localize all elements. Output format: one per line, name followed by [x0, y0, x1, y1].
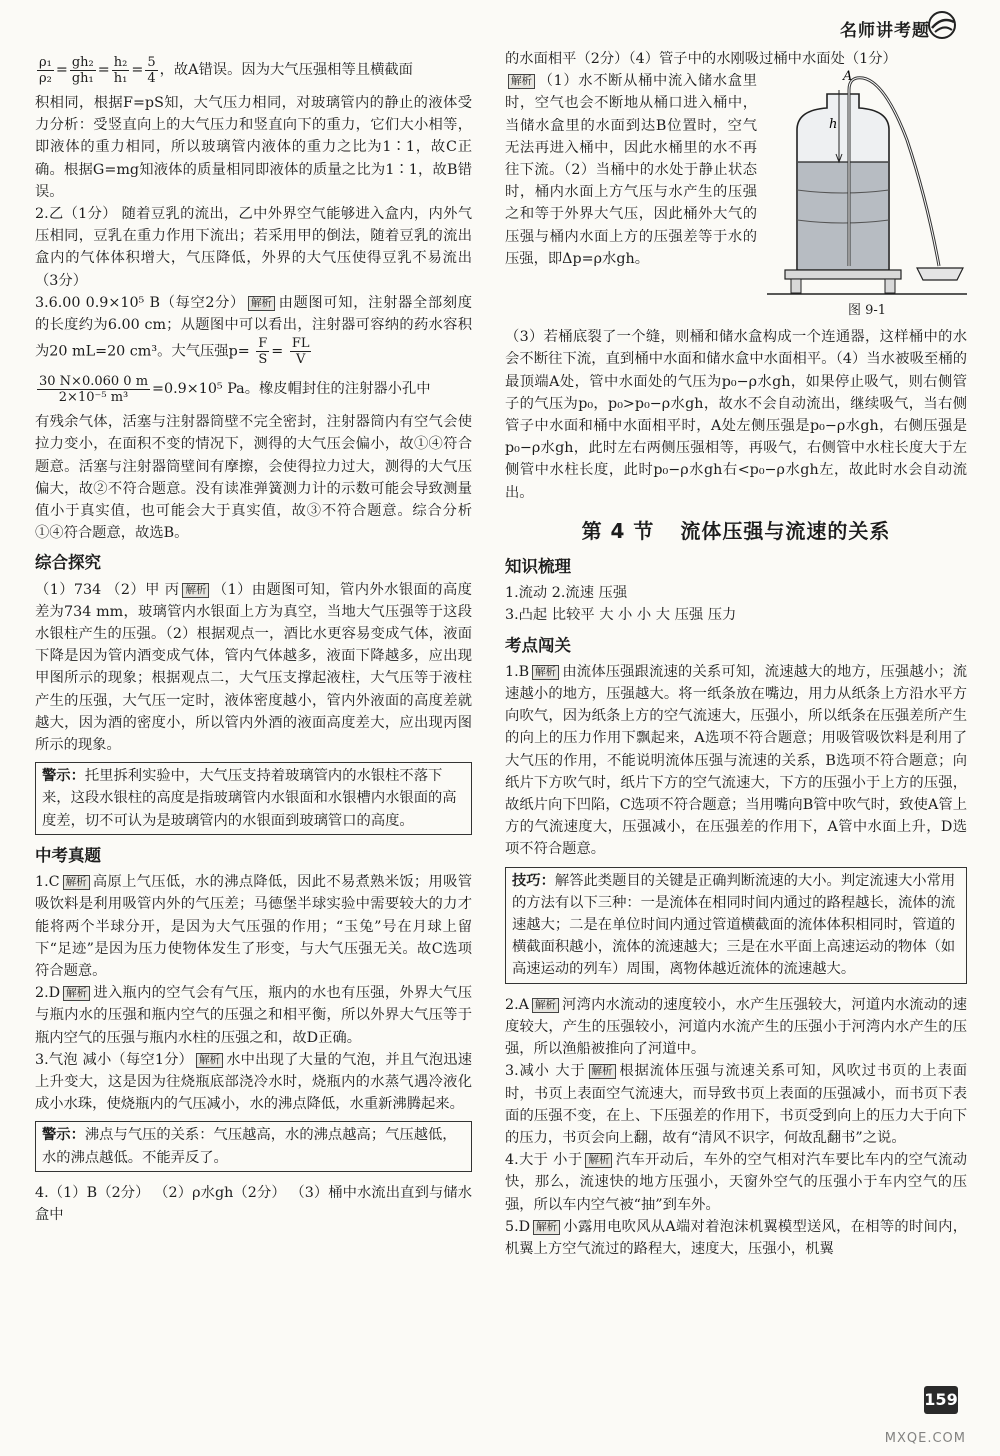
analysis-tag: 解析 — [63, 875, 90, 890]
answer-paragraph: 积相同，根据F=pS知，大气压力相同，对玻璃管内的静止的液体受力分析：受竖直向上的大气压力和竖直向下的重力，它们大小相等，即液体的重力相同，所以玻璃管内液体的重力之比为1∶1，故C正确。根据G=mg知液体的质量相同即液体的质量之比为1∶1，故B错误。 — [35, 95, 472, 200]
tip-box: 技巧：解答此类题目的关键是正确判断流速的大小。判定流速大小常用的方法有以下三种：一是流体在相同时间内通过的路程越长，流体的流速越大；二是在单位时间内通过管道横截面的流体体积相同时，管道的横截面积越小，流体的流速越大；三是在水平面上高速运动的物体（如高速运动的列车）周围，离物体越近流体的流速越大。 — [505, 867, 967, 984]
answer-paragraph: （1）734 （2）甲 丙 解析 （1）由题图可知，管内外水银面的高度差为734 mm，玻璃管内水银面上方为真空，当地大气压强等于这段水银柱产生的压强。（2）根据观点一，酒比水更容易变成气体，液面下降是因为管内酒变成气体，管内气体越多，液面下降越多，应出现甲图所示的现象；根据观点二，大气压支撑起液柱，大气压等于液柱产生的压强，大气压一定时，液体密度越小，管内外液面的高度差就越大，因为酒的密度小，所以管内外酒的液面高度差大，应出现丙图所示的现象。 — [35, 581, 472, 754]
answer-paragraph: （3）若桶底裂了一个缝，则桶和储水盒构成一个连通器，这样桶中的水会不断往下流，直到桶中水面和储水盒中水面相平。（4）当水被吸至桶的最顶端A处，管中水面处的气压为p₀−ρ水gh，如果停止吸气，则右侧管子的气压为p₀，p₀>p₀−ρ水gh，故水不会自动流出，继续吸气，当右侧管子中水面和桶中水面相平时，A处左侧压强是p₀−ρ水gh，右侧压强是p₀−ρ水gh，此时左右两侧压强相等，再吸气，右侧管中水柱长度大于左侧管中水柱长度，此时p₀−ρ水gh右<p₀−ρ水gh左，故此时水会自动流出。 — [505, 329, 967, 501]
fraction: $\frac{F}{S}$ — [258, 336, 268, 368]
watermark: MXQE.COM — [884, 1431, 966, 1446]
answer-item-3: 3.气泡 减小（每空1分） 解析 水中出现了大量的气泡，并且气泡迅速上升变大，这是因为往烧瓶底部浇冷水时，烧瓶内的水蒸气遇冷液化成小水珠，使烧瓶内的气压减小，水的沸点降低，水重新沸腾起来。 — [35, 1051, 473, 1113]
section-heading: 综合探究 — [35, 553, 101, 573]
section-title: 第 4 节 流体压强与流速的关系 — [581, 518, 891, 543]
fraction: $\frac{5}{4}$ — [147, 54, 156, 86]
warning-box: 警示：托里拆利实验中，大气压支持着玻璃管内的水银柱不落下来，这段水银柱的高度是指玻璃管内水银面和水银槽内水银面的高度差，切不可认为是玻璃管内的水银面到玻璃管口的高度。 — [35, 762, 472, 835]
analysis-tag: 解析 — [533, 1220, 560, 1235]
figure-caption: 图 9-1 — [847, 303, 887, 318]
fraction: $\frac{\text{ρ₁}}{\text{ρ₂}}$ — [39, 54, 52, 86]
section-heading: 中考真题 — [35, 845, 101, 865]
answer-item-2: 2.D 解析 进入瓶内的空气会有气压，瓶内的水也有压强，外界大气压与瓶内水的压强和瓶内空气的压强之和相平衡，所以外界大气压等于瓶内空气的压强与瓶内水柱的压强之和，故D正确。 — [35, 985, 472, 1046]
right-column — [505, 48, 967, 1260]
analysis-tag: 解析 — [532, 998, 559, 1013]
analysis-tag: 解析 — [585, 1153, 612, 1168]
analysis-tag: 解析 — [248, 296, 275, 311]
label-h: h — [829, 117, 838, 133]
answer-item-4: 4.（1）B（2分） （2）ρ水gh（2分） （3）桶中水流出直到与储水盒中 — [35, 1184, 472, 1223]
answer-paragraph: 有残余气体，活塞与注射器筒壁不完全密封，注射器筒内有空气会使拉力变小，在面积不变的情况下，测得的大气压会偏小，故①④符合题意。活塞与注射器筒壁间有摩擦，会使得拉力过大，测得的大气压偏大，故②不符合题意。没有读准弹簧测力计的示数可能会导致测量值小于真实值，也可能会大于真实值，故③不符合题意。综合分析①④符合题意，故选B。 — [35, 414, 472, 542]
warning-box: 警示：沸点与气压的关系：气压越高，水的沸点越高；气压越低，水的沸点越低。不能弄反了。 — [35, 1121, 472, 1171]
answer-item-1: 1.B 解析 由流体压强跟流速的关系可知，流速越大的地方，压强越小；流速越小的地方，压强越大。将一纸条放在嘴边，用力从纸条上方沿水平方向吹气，因为纸条上方的空气流速大，压强小，所以纸条在压强差所产生的向上的压力作用下飘起来，A选项不符合题意；用吸管吸饮料是利用了大气压的作用，不能说明流体压强与流速的关系，B选项不符合题意；向纸片下方吹气时，纸片下方的空气流速大，下方的压强小于上方的压强，故纸片向下凹陷，C选项不符合题意；当用嘴向B管中吹气时，致使A管上方的气流速度大，压强减小，在压强差的作用下，A管中水面上升，D选项不符合题意。 — [505, 663, 967, 858]
water-bucket-siphon-figure — [767, 70, 967, 300]
answer-item-2: 2.乙（1分） 随着豆乳的流出，乙中外界空气能够进入盒内，内外气压相同，豆乳在重力作用下流出；若采用甲的倒法，随着豆乳的流出盒内的气体体积增大，气压降低，外界的大气压使得豆乳不易流出（3分） — [35, 206, 472, 289]
answer-paragraph: 解析 （1）水不断从桶中流入储水盒里时，空气也会不断地从桶口进入桶中，当储水盒里的水面到达B位置时，空气无法再进入桶中，因此水桶里的水不再往下流。（2）当桶中的水处于静止状态时，桶内水面上方气压与水产生的压强之和等于外界大气压，因此桶外大气的压强与桶内水面上方的压强差等于水的压强，即Δp=ρ水gh。 — [505, 73, 757, 267]
running-header: 名师讲考题 — [840, 21, 930, 41]
book-logo-icon — [926, 10, 960, 40]
answer-item-3: 3.6.00 0.9×10⁵ B（每空2分） 解析 由题图可知，注射器全部刻度的长度约为6.00 cm；从题图中可以看出，注射器可容纳的药水容积为20 mL=20 cm³。大气压强p= $\frac{F}{S}$ = $\frac{FL}{V}$ — [35, 294, 472, 368]
fraction: $\frac{\text{h₂}}{\text{h₁}}$ — [113, 54, 128, 86]
fraction: $\frac{\text{gh₂}}{\text{gh₁}}$ — [71, 54, 94, 86]
section-heading: 知识梳理 — [505, 557, 571, 577]
answer-item-3: 3.减小 大于 解析 根据流体压强与流速关系可知，风吹过书页的上表面时，书页上表面空气流速大，而导致书页上表面的压强减小，而书页下表面的压强不变，在上、下压强差的作用下，书页受到向上的压力大于向下的压力，书页会向上翻，故有“清风不识字，何故乱翻书”之说。 — [505, 1063, 968, 1146]
pressure-calc-formula: $\frac{30 N\times 0.060 0 m}{\text{2×10⁻⁵ m³}}$ =0.9×10⁵ Pa。橡皮帽封住的注射器小孔中 — [39, 373, 431, 405]
fraction: $\frac{30 N\times 0.060 0 m}{\text{2×10⁻⁵ m³}}$ — [39, 373, 149, 405]
warning-label: 警示： — [42, 768, 85, 785]
left-column — [35, 48, 472, 1226]
page-number: 159 — [924, 1386, 958, 1414]
label-a: A — [843, 70, 853, 85]
warning-label: 警示： — [42, 1127, 85, 1144]
analysis-tag: 解析 — [589, 1064, 616, 1079]
answer-item-1: 1.C 解析 高原上气压低，水的沸点降低，因此不易煮熟米饭；用吸管吸饮料是利用吸管内外的气压差；马德堡半球实验中需要较大的力才能将两个半球分开，是因为大气压强的作用；“玉兔”号在月球上留下“足迹”是因为压力使物体发生了形变，与大气压强无关。故C选项符合题意。 — [35, 874, 472, 979]
figure-9-1 — [767, 70, 967, 322]
answer-item-5: 5.D 解析 小露用电吹风从A端对着泡沫机翼模型送风，在相等的时间内，机翼上方空气流过的路程大，速度大，压强小，机翼 — [505, 1218, 967, 1257]
answer-paragraph: 的水面相平（2分）（4）管子中的水刚吸过桶中水面处（1分） — [505, 51, 897, 67]
analysis-tag: 解析 — [63, 986, 90, 1001]
answer-item: 1.流动 2.流速 压强 — [505, 585, 628, 602]
analysis-tag: 解析 — [532, 665, 559, 680]
fraction: $\frac{FL}{V}$ — [291, 336, 310, 368]
analysis-tag: 解析 — [182, 583, 209, 598]
analysis-tag: 解析 — [508, 74, 535, 89]
section-heading: 考点闯关 — [505, 635, 571, 655]
analysis-tag: 解析 — [196, 1053, 223, 1068]
answer-item-2: 2.A 解析 河湾内水流动的速度较小，水产生压强较大，河道内水流动的速度较大，产生的压强较小，河道内水流产生的压强小于河湾内水产生的压强，所以渔船被推向了河道中。 — [505, 996, 967, 1058]
tip-label: 技巧： — [512, 872, 555, 889]
density-ratio-formula: $\frac{\text{ρ₁}}{\text{ρ₂}}$ = $\frac{\text{gh₂}}{\text{gh₁}}$ = $\frac{\text{h₂}}{\text{h₁}}$ = $\frac{5}{4}$ ，故A错误。因为大气压强相等且横截面 — [39, 54, 413, 86]
answer-item: 3.凸起 比较平 大 小 小 大 压强 压力 — [505, 607, 737, 624]
answer-item-4: 4.大于 小于 解析 汽车开动后，车外的空气相对汽车要比车内的空气流动快，那么，流速快的地方压强小，天窗外空气的压强小于车内空气的压强，所以车内空气被“抽”到车外。 — [505, 1152, 968, 1213]
